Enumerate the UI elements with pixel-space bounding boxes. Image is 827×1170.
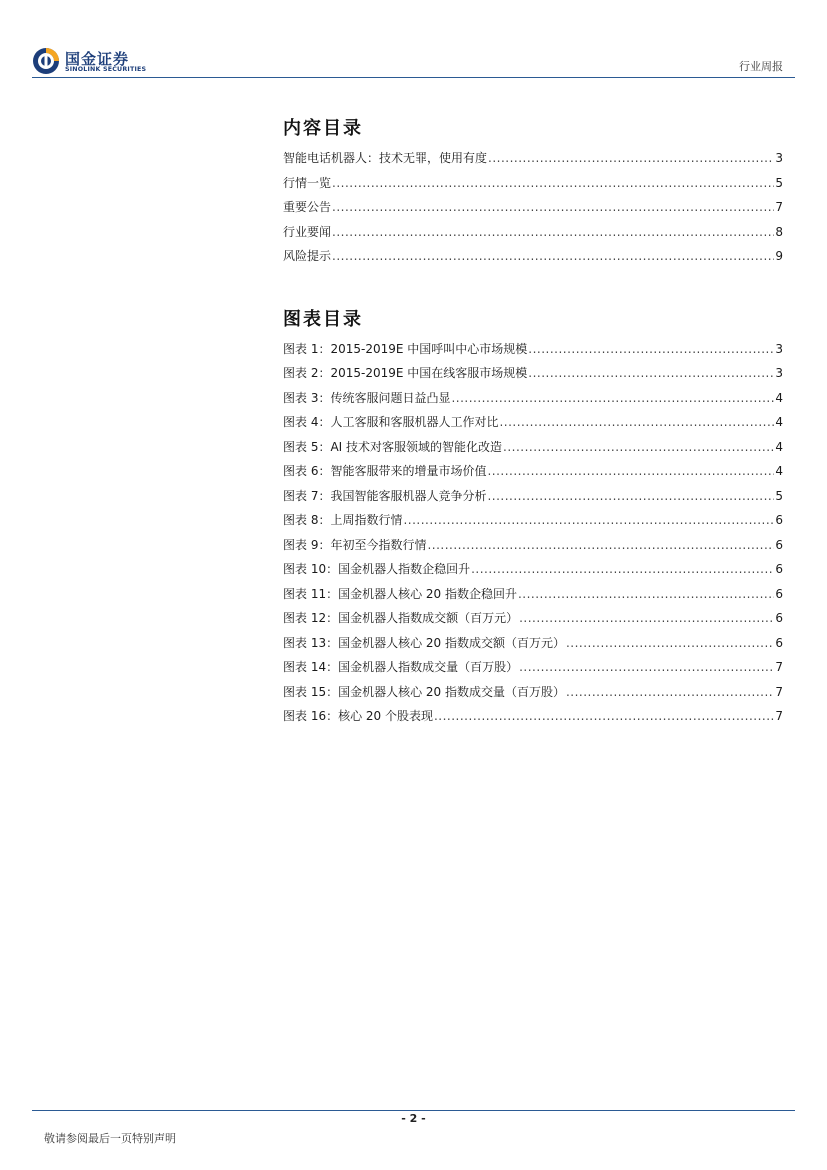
logo-english-name: SINOLINK SECURITIES (65, 66, 147, 73)
toc-entry-page: 4 (775, 439, 783, 454)
toc-leader-dots (519, 606, 774, 631)
toc-entry-page: 7 (775, 660, 783, 674)
toc-entry-title: 图表 16：核心 20 个股表现 (283, 709, 433, 723)
footer-disclaimer: 敬请参阅最后一页特别声明 (44, 1132, 176, 1145)
toc-leader-dots (471, 557, 774, 582)
toc-entry-title: 图表 6：智能客服带来的增量市场价值 (283, 464, 487, 478)
contents-list (283, 146, 783, 269)
toc-entry-page: 7 (775, 709, 783, 723)
toc-entry[interactable] (283, 557, 783, 582)
toc-entry-page: 4 (775, 390, 783, 405)
toc-entry[interactable] (283, 704, 783, 729)
toc-entry-title: 图表 11：国金机器人核心 20 指数企稳回升 (283, 586, 517, 601)
toc-entry[interactable] (283, 459, 783, 484)
toc-leader-dots (528, 361, 774, 386)
toc-leader-dots (332, 244, 774, 269)
header-divider (32, 77, 795, 78)
toc-entry-page: 5 (775, 175, 783, 190)
toc-entry-title: 智能电话机器人：技术无罪，使用有度 (283, 151, 488, 165)
toc-entry-title: 图表 8：上周指数行情 (283, 513, 403, 527)
contents-title: 内容目录 (283, 118, 363, 139)
toc-entry[interactable] (283, 146, 783, 171)
toc-entry-title: 图表 7：我国智能客服机器人竞争分析 (283, 488, 487, 503)
toc-entry[interactable] (283, 337, 783, 362)
toc-entry[interactable] (283, 680, 783, 705)
toc-entry-page: 3 (775, 366, 783, 380)
toc-entry[interactable] (283, 484, 783, 509)
toc-entry[interactable] (283, 435, 783, 460)
toc-entry-page: 7 (775, 684, 783, 699)
toc-entry-title: 图表 5：AI 技术对客服领域的智能化改造 (283, 439, 503, 454)
toc-entry-title: 图表 13：国金机器人核心 20 指数成交额（百万元） (283, 635, 565, 650)
toc-entry-page: 7 (775, 200, 783, 214)
toc-entry-page: 6 (775, 635, 783, 650)
toc-entry-page: 5 (775, 488, 783, 503)
figures-list (283, 337, 783, 729)
toc-entry-title: 图表 2：2015-2019E 中国在线客服市场规模 (283, 366, 528, 380)
toc-leader-dots (488, 146, 774, 171)
toc-entry-page: 6 (775, 586, 783, 601)
toc-leader-dots (451, 386, 774, 411)
toc-entry-page: 4 (775, 415, 783, 429)
toc-entry[interactable] (283, 533, 783, 558)
page-number: - 2 - (401, 1112, 426, 1125)
toc-entry[interactable] (283, 244, 783, 269)
logo-chinese-name: 国金证券 (65, 50, 130, 68)
toc-entry[interactable] (283, 655, 783, 680)
toc-entry-title: 图表 9：年初至今指数行情 (283, 537, 427, 552)
toc-entry[interactable] (283, 606, 783, 631)
toc-entry-page: 6 (775, 513, 783, 527)
toc-entry-title: 图表 10：国金机器人指数企稳回升 (283, 562, 471, 576)
toc-leader-dots (528, 337, 774, 362)
toc-leader-dots (332, 195, 774, 220)
toc-entry[interactable] (283, 171, 783, 196)
toc-entry[interactable] (283, 582, 783, 607)
report-type-label: 行业周报 (739, 60, 783, 73)
toc-entry[interactable] (283, 361, 783, 386)
toc-entry[interactable] (283, 508, 783, 533)
toc-leader-dots (434, 704, 774, 729)
table-of-contents (283, 112, 783, 729)
company-logo (32, 47, 152, 77)
page-header (0, 0, 827, 82)
toc-entry-page: 6 (775, 562, 783, 576)
toc-leader-dots (566, 631, 774, 656)
toc-leader-dots (566, 680, 774, 705)
toc-entry[interactable] (283, 410, 783, 435)
toc-entry-title: 图表 1：2015-2019E 中国呼叫中心市场规模 (283, 341, 528, 356)
toc-leader-dots (403, 508, 774, 533)
toc-entry-title: 图表 14：国金机器人指数成交量（百万股） (283, 660, 519, 674)
toc-entry-title: 图表 4：人工客服和客服机器人工作对比 (283, 415, 499, 429)
toc-entry[interactable] (283, 386, 783, 411)
footer-divider (32, 1110, 795, 1111)
toc-entry-page: 9 (775, 249, 783, 263)
toc-leader-dots (518, 582, 774, 607)
toc-leader-dots (332, 171, 774, 196)
toc-entry-page: 6 (775, 611, 783, 625)
toc-entry-page: 8 (775, 224, 783, 239)
toc-entry-title: 重要公告 (283, 200, 332, 214)
toc-entry-title: 图表 3：传统客服问题日益凸显 (283, 390, 451, 405)
toc-leader-dots (487, 459, 774, 484)
toc-entry-page: 4 (775, 464, 783, 478)
toc-leader-dots (499, 410, 774, 435)
toc-entry-title: 图表 15：国金机器人核心 20 指数成交量（百万股） (283, 684, 565, 699)
toc-entry-title: 风险提示 (283, 249, 332, 263)
toc-entry-title: 行业要闻 (283, 224, 332, 239)
toc-leader-dots (332, 220, 774, 245)
sinolink-logo-icon (32, 47, 60, 75)
toc-entry-page: 6 (775, 537, 783, 552)
toc-leader-dots (503, 435, 774, 460)
toc-entry[interactable] (283, 220, 783, 245)
toc-entry-page: 3 (775, 151, 783, 165)
toc-entry-title: 图表 12：国金机器人指数成交额（百万元） (283, 611, 519, 625)
section-spacer (283, 269, 783, 303)
toc-leader-dots (487, 484, 774, 509)
toc-entry-title: 行情一览 (283, 175, 332, 190)
toc-leader-dots (519, 655, 774, 680)
figures-title: 图表目录 (283, 308, 363, 330)
toc-leader-dots (427, 533, 774, 558)
toc-entry[interactable] (283, 195, 783, 220)
toc-entry-page: 3 (775, 341, 783, 356)
toc-entry[interactable] (283, 631, 783, 656)
